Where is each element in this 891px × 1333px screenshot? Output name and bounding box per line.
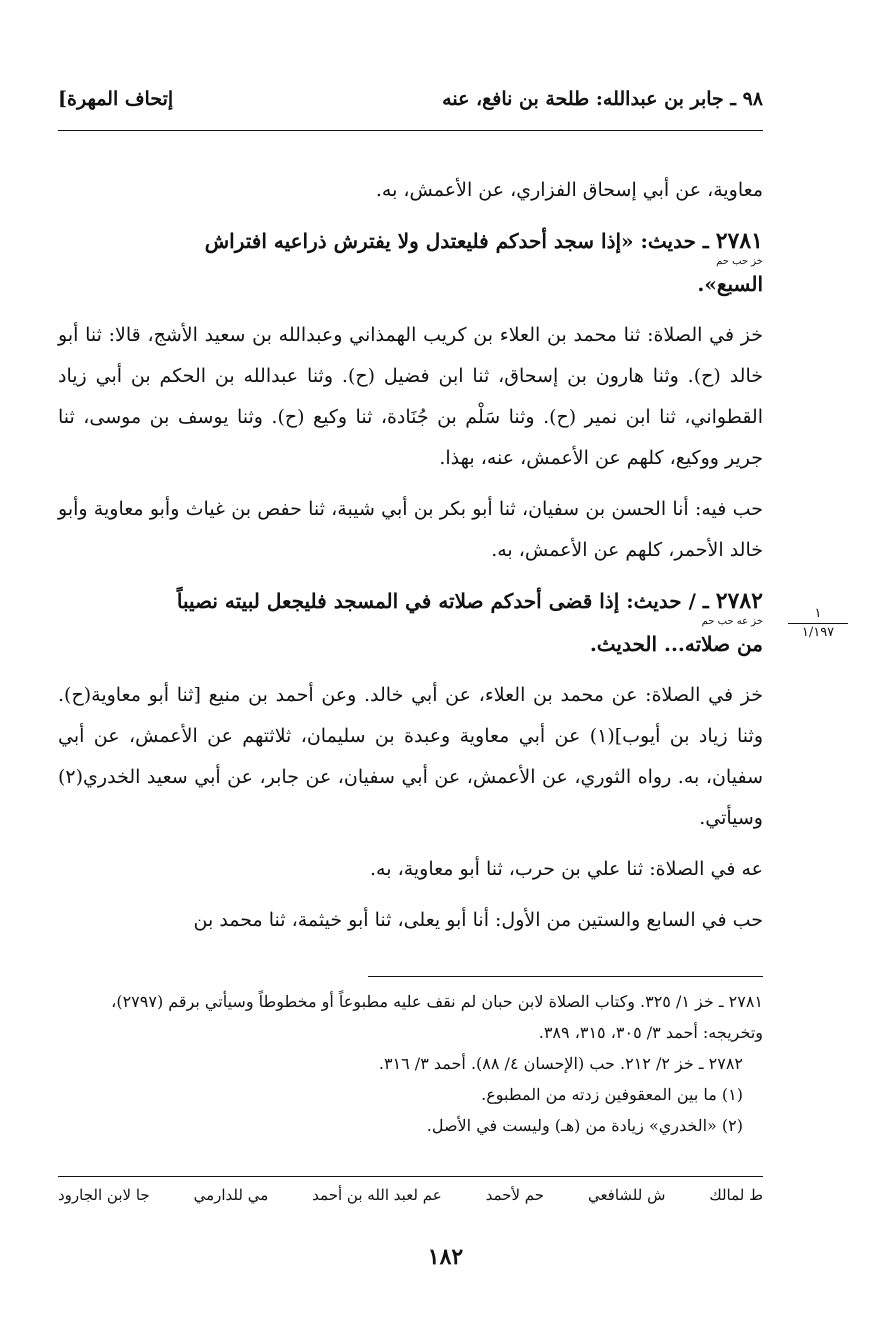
hadith-2781-heading [58, 221, 763, 305]
footnotes [58, 986, 763, 1141]
isnad-paragraph: خز في الصلاة: ثنا محمد بن العلاء بن كريب الهمذاني وعبدالله بن سعيد الأشج، قالا: ثنا أبو خالد (ح). وثنا هارون بن إسحاق، ثنا ابن فضيل (ح). وثنا عبدالله بن الحكم بن أبي زياد القطواني، ثنا ابن نمير (ح). وثنا سَلْم بن جُنَادة، ثنا وكيع (ح). وثنا يوسف بن موسى، ثنا جرير ووكيع، كلهم عن الأعمش، عنه، بهذا. [58, 324, 763, 469]
hadith-number: ٢٧٨٢ [715, 588, 763, 614]
margin-manuscript-reference [788, 605, 848, 642]
abbreviations-key [58, 1186, 763, 1204]
hadith-sources-sigla: خز حب حم [716, 256, 763, 267]
margin-ref-top: ١ [814, 606, 822, 621]
footnote-1: (١) ما بين المعقوفين زدته من المطبوع. [481, 1085, 743, 1104]
header-book-title: [إتحاف المهرة [58, 88, 174, 110]
abbreviation-item: مي للدارمي [193, 1186, 269, 1204]
footnote-divider [368, 976, 763, 977]
footnote-2: (٢) «الخدري» زيادة من (هـ) وليست في الأصل. [426, 1116, 743, 1135]
footnote-2782: ٢٧٨٢ ـ خز ٢/ ٢١٢. حب (الإحسان ٤/ ٨٨). أحمد ٣/ ٣١٦. [378, 1054, 743, 1073]
abbreviation-item: جا لابن الجارود [58, 1186, 150, 1204]
isnad-paragraph: حب في السابع والستين من الأول: أنا أبو يعلى، ثنا أبو خيثمة، ثنا محمد بن [193, 909, 763, 931]
margin-ref-bottom: ١/١٩٧ [788, 623, 848, 642]
hadith-text-tail: السبع». [697, 272, 763, 296]
hadith-text-tail: من صلاته... الحديث. [589, 632, 763, 656]
abbreviations-divider [58, 1176, 763, 1177]
isnad-paragraph: خز في الصلاة: عن محمد بن العلاء، عن أبي خالد. وعن أحمد بن منيع [ثنا أبو معاوية(ح). وثنا زياد بن أيوب](١) عن أبي معاوية وعبدة بن سليمان، ثلاثتهم عن الأعمش، عن أبي سفيان، به. رواه الثوري، عن الأعمش، عن أبي سفيان، عن جابر، عن أبي سعيد الخدري(٢) وسيأتي. [58, 684, 763, 829]
abbreviation-item: عم لعبد الله بن أحمد [312, 1186, 442, 1204]
hadith-text: ـ / حديث: إذا قضى أحدكم صلاته في المسجد فليجعل لبيته نصيباً [176, 589, 709, 613]
footnote-2781: ٢٧٨١ ـ خز ١/ ٣٢٥. وكتاب الصلاة لابن حبان لم نقف عليه مطبوعاً أو مخطوطاً وسيأتي برقم (٢٧٩٧)، وتخريجه: أحمد ٣/ ٣٠٥، ٣١٥، ٣٨٩. [111, 992, 763, 1042]
header-chapter-title: ٩٨ ـ جابر بن عبدالله: طلحة بن نافع، عنه [442, 88, 763, 110]
isnad-paragraph: عه في الصلاة: ثنا علي بن حرب، ثنا أبو معاوية، به. [370, 858, 763, 880]
abbreviation-item: ط لمالك [709, 1186, 763, 1204]
hadith-text: ـ حديث: «إذا سجد أحدكم فليعتدل ولا يفترش ذراعيه افتراش [204, 229, 709, 253]
isnad-paragraph: حب فيه: أنا الحسن بن سفيان، ثنا أبو بكر بن أبي شيبة، ثنا حفص بن غياث وأبو معاوية وأبو خالد الأحمر، كلهم عن الأعمش، به. [58, 498, 763, 561]
abbreviation-item: حم لأحمد [485, 1186, 545, 1204]
hadith-sources-sigla: خز عه حب حم [701, 616, 763, 627]
abbreviation-item: ش للشافعي [587, 1186, 666, 1204]
main-text [58, 170, 763, 951]
hadith-number: ٢٧٨١ [715, 228, 763, 254]
paragraph-continuation: معاوية، عن أبي إسحاق الفزاري، عن الأعمش، به. [375, 179, 763, 201]
header-divider [58, 130, 763, 131]
page-number: ١٨٢ [427, 1244, 464, 1270]
running-header [58, 88, 763, 124]
hadith-2782-heading [58, 581, 763, 665]
